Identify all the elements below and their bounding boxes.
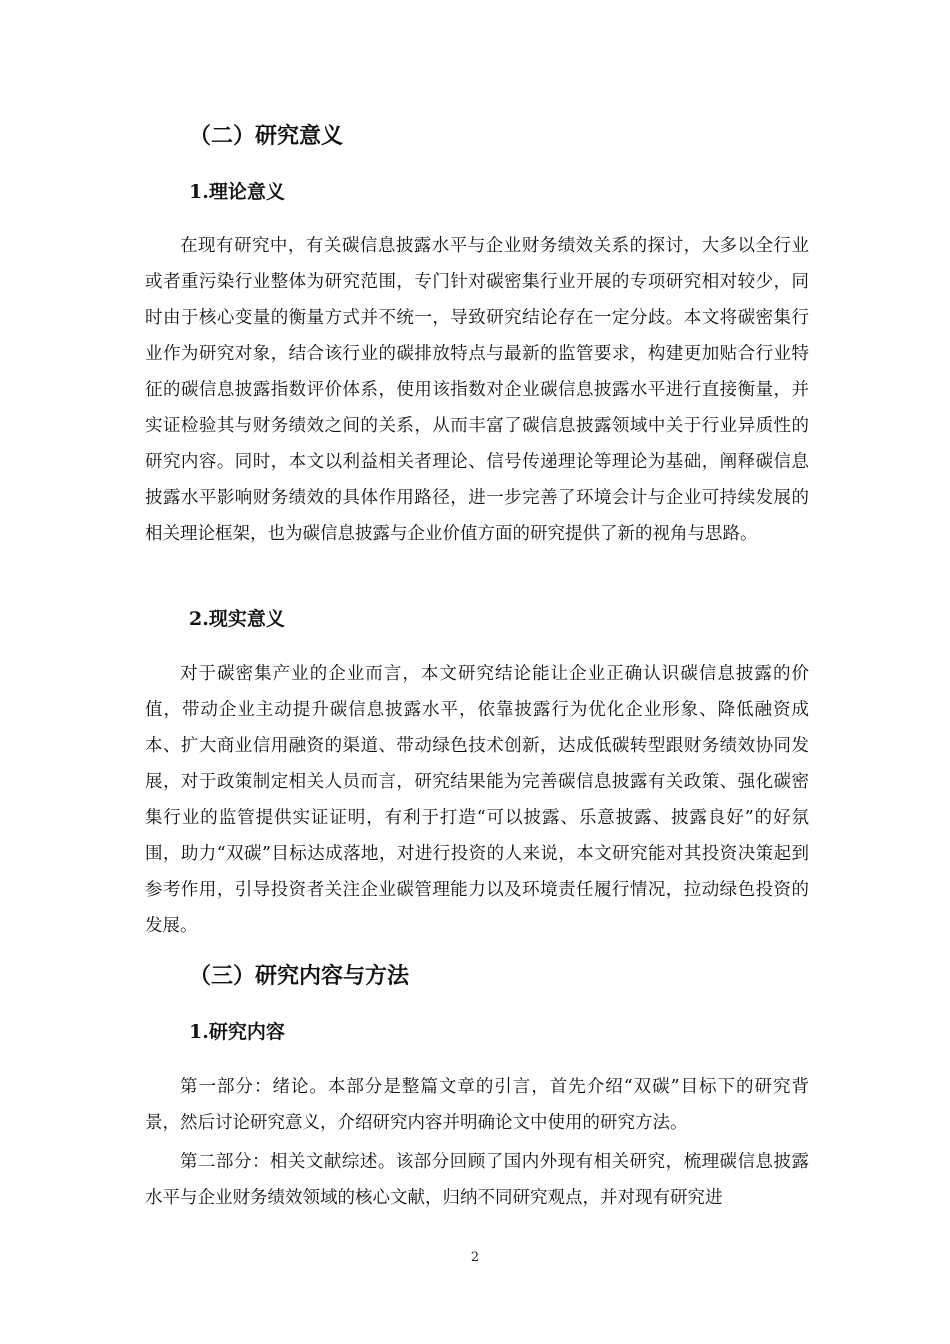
page-number: 2 — [470, 1250, 480, 1265]
subheading-practical-significance: 2.现实意义 — [189, 608, 285, 630]
section-heading-research-significance: （二）研究意义 — [189, 123, 344, 149]
paragraph-part-two: 第二部分：相关文献综述。该部分回顾了国内外现有相关研究，梳理碳信息披露水平与企业财务绩效领域的核心文献，归纳不同研究观点，并对现有研究进 — [145, 1152, 809, 1208]
paragraph-part-one: 第一部分：绪论。本部分是整篇文章的引言，首先介绍“双碳”目标下的研究背景，然后讨论研究意义，介绍研究内容并明确论文中使用的研究方法。 — [145, 1077, 809, 1133]
subheading-theoretical-significance: 1.理论意义 — [189, 181, 285, 203]
section-heading-research-content-methods: （三）研究内容与方法 — [189, 963, 410, 989]
paragraph-practical-significance: 对于碳密集产业的企业而言，本文研究结论能让企业正确认识碳信息披露的价值，带动企业主动提升碳信息披露水平，依靠披露行为优化企业形象、降低融资成本、扩大商业信用融资的渠道、带动绿色技术创新，达成低碳转型跟财务绩效协同发展，对于政策制定相关人员而言，研究结果能为完善碳信息披露有关政策、强化碳密集行业的监管提供实证证明，有利于打造“可以披露、乐意披露、披露良好”的好氛围，助力“双碳”目标达成落地，对进行投资的人来说，本文研究能对其投资决策起到参考作用，引导投资者关注企业碳管理能力以及环境责任履行情况，拉动绿色投资的发展。 — [145, 664, 809, 936]
subheading-research-content: 1.研究内容 — [189, 1021, 285, 1043]
paragraph-theoretical-significance: 在现有研究中，有关碳信息披露水平与企业财务绩效关系的探讨，大多以全行业或者重污染行业整体为研究范围，专门针对碳密集行业开展的专项研究相对较少，同时由于核心变量的衡量方式并不统一，导致研究结论存在一定分歧。本文将碳密集行业作为研究对象，结合该行业的碳排放特点与最新的监管要求，构建更加贴合行业特征的碳信息披露指数评价体系，使用该指数对企业碳信息披露水平进行直接衡量，并实证检验其与财务绩效之间的关系，从而丰富了碳信息披露领域中关于行业异质性的研究内容。同时，本文以利益相关者理论、信号传递理论等理论为基础，阐释碳信息披露水平影响财务绩效的具体作用路径，进一步完善了环境会计与企业可持续发展的相关理论框架，也为碳信息披露与企业价值方面的研究提供了新的视角与思路。 — [145, 236, 809, 544]
